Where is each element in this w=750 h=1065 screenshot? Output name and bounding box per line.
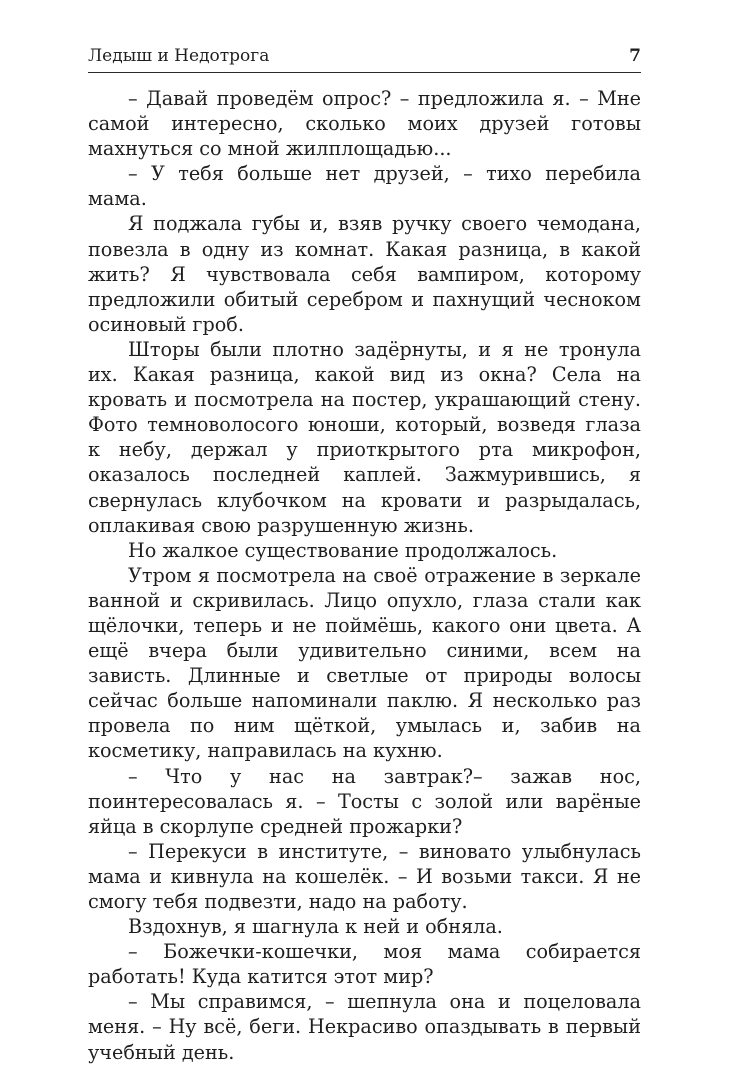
- paragraph-8: – Перекуси в институте, – виновато улыбнулась мама и кивнула на кошелёк. – И возьми такси. Я не смогу тебя подвезти, надо на работу.: [88, 839, 641, 913]
- page-number: 7: [629, 46, 641, 66]
- text-body: [88, 86, 641, 1065]
- paragraph-11: – Мы справимся, – шепнула она и поцеловала меня. – Ну всё, беги. Некрасиво опаздывать в первый учебный день.: [88, 990, 641, 1064]
- running-header: [88, 44, 641, 73]
- paragraph-1: – Давай проведём опрос? – предложила я. – Мне самой интересно, сколько моих друзей готовы махнуться со мной жилплощадью...: [88, 87, 641, 161]
- paragraph-3: Я поджала губы и, взяв ручку своего чемодана, повезла в одну из комнат. Какая разница, в какой жить? Я чувствовала себя вампиром, которому предложили обитый серебром и пахнущий чесноком осиновый гроб.: [88, 212, 641, 336]
- paragraph-2: – У тебя больше нет друзей, – тихо перебила мама.: [88, 162, 641, 211]
- paragraph-6: Утром я посмотрела на своё отражение в зеркале ванной и скривилась. Лицо опухло, глаза стали как щёлочки, теперь и не поймёшь, какого они цвета. А ещё вчера были удивительно синими, всем на зависть. Длинные и светлые от природы волосы сейчас больше напоминали паклю. Я несколько раз провела по ним щёткой, умылась и, забив на косметику, направилась на кухню.: [88, 563, 641, 763]
- running-title: Ледыш и Недотрога: [88, 46, 270, 66]
- paragraph-5: Но жалкое существование продолжалось.: [128, 538, 558, 562]
- paragraph-9: Вздохнув, я шагнула к ней и обняла.: [128, 915, 503, 939]
- paragraph-10: – Божечки-кошечки, моя мама собирается работать! Куда катится этот мир?: [88, 940, 641, 989]
- paragraph-4: Шторы были плотно задёрнуты, и я не тронула их. Какая разница, какой вид из окна? Села на кровать и посмотрела на постер, украшающий стену. Фото темноволосого юноши, который, возведя глаза к небу, держал у приоткрытого рта микрофон, оказалось последней каплей. Зажмурившись, я свернулась клубочком на кровати и разрыдалась, оплакивая свою разрушенную жизнь.: [88, 337, 641, 537]
- paragraph-7: – Что у нас на завтрак?– зажав нос, поинтересовалась я. – Тосты с золой или варёные яйца в скорлупе средней прожарки?: [88, 764, 641, 838]
